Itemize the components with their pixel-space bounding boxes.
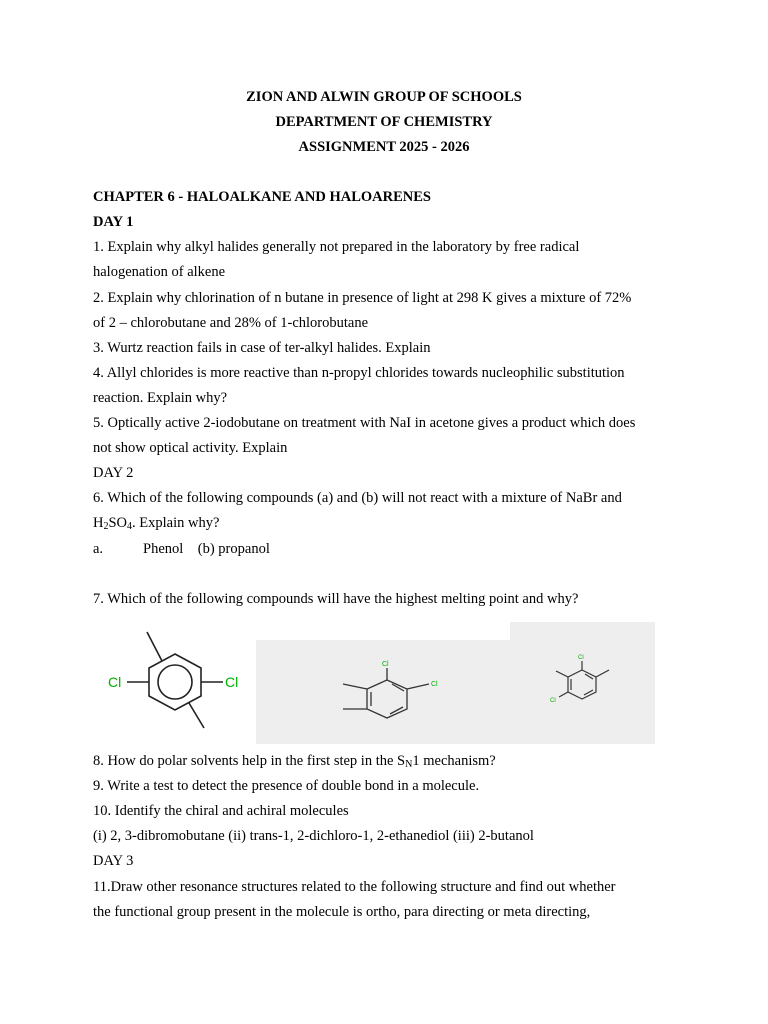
day1-heading: DAY 1 — [93, 214, 134, 230]
benzene-ring — [367, 680, 407, 718]
question-6-option-a-marker: a. — [93, 541, 104, 557]
molecule-3-figure — [510, 622, 655, 744]
school-name: ZION AND ALWIN GROUP OF SCHOOLS — [246, 89, 522, 105]
mol1-cl-right: Cl — [225, 674, 239, 690]
chapter-title: CHAPTER 6 - HALOALKANE AND HALOARENES — [93, 189, 431, 205]
question-5-line2: not show optical activity. Explain — [93, 440, 288, 456]
aromatic-circle — [158, 665, 192, 699]
question-4-line1: 4. Allyl chlorides is more reactive than n-propyl chlorides towards nucleophilic substitution — [93, 365, 625, 381]
cl-bond-bottom — [559, 692, 568, 697]
question-7: 7. Which of the following compounds will have the highest melting point and why? — [93, 591, 579, 607]
question-3: 3. Wurtz reaction fails in case of ter-alkyl halides. Explain — [93, 340, 431, 356]
question-11-line2: the functional group present in the molecule is ortho, para directing or meta directing, — [93, 904, 591, 920]
question-6-options: Phenol (b) propanol — [143, 541, 270, 557]
question-10: 10. Identify the chiral and achiral molecules — [93, 803, 349, 819]
question-6-line2 — [93, 516, 219, 531]
question-2-line2: of 2 – chlorobutane and 28% of 1-chlorobutane — [93, 315, 369, 331]
subscript-2: 2 — [103, 521, 109, 532]
mol2-cl-top: Cl — [382, 661, 389, 668]
assignment-title: ASSIGNMENT 2025 - 2026 — [298, 139, 470, 155]
question-1-line1: 1. Explain why alkyl halides generally not prepared in the laboratory by free radical — [93, 239, 580, 255]
day2-heading: DAY 2 — [93, 465, 134, 481]
day3-heading: DAY 3 — [93, 853, 134, 869]
question-5-line1: 5. Optically active 2-iodobutane on treatment with NaI in acetone gives a product which does — [93, 415, 636, 431]
question-9: 9. Write a test to detect the presence of double bond in a molecule. — [93, 778, 480, 794]
methyl-bond-1 — [343, 684, 367, 689]
benzene-ring — [568, 670, 596, 699]
molecule-1-figure — [100, 622, 260, 734]
subscript-n: N — [405, 759, 413, 770]
methyl-bond-top — [147, 632, 162, 661]
question-2-line1: 2. Explain why chlorination of n butane in presence of light at 298 K gives a mixture of 72% — [93, 290, 632, 306]
question-8-text-b: 1 mechanism? — [412, 753, 496, 769]
question-1-line2: halogenation of alkene — [93, 264, 226, 280]
cl-bond-right — [407, 684, 429, 689]
question-6-explain: . Explain why? — [132, 515, 220, 531]
formula-h: H — [93, 515, 104, 531]
methyl-bond-left — [556, 671, 568, 677]
question-10-options: (i) 2, 3-dibromobutane (ii) trans-1, 2-dichloro-1, 2-ethanediol (iii) 2-butanol — [93, 828, 534, 844]
mol2-cl-right: Cl — [431, 681, 438, 688]
benzene-ring — [149, 654, 201, 710]
molecule-2-figure — [256, 640, 510, 744]
mol3-cl-bottom: Cl — [550, 698, 556, 704]
question-8 — [93, 754, 496, 769]
mol3-cl-top: Cl — [578, 655, 584, 661]
formula-so: SO — [108, 515, 128, 531]
subscript-4: 4 — [127, 521, 133, 532]
methyl-bond-right — [596, 670, 609, 677]
question-11-line1: 11.Draw other resonance structures related to the following structure and find out whether — [93, 879, 616, 895]
question-8-text-a: 8. How do polar solvents help in the first step in the S — [93, 753, 406, 769]
department-title: DEPARTMENT OF CHEMISTRY — [275, 114, 493, 130]
question-4-line2: reaction. Explain why? — [93, 390, 228, 406]
methyl-bond-bottom — [189, 703, 204, 728]
question-6-line1: 6. Which of the following compounds (a) and (b) will not react with a mixture of NaBr and — [93, 490, 622, 506]
mol1-cl-left: Cl — [108, 674, 122, 690]
